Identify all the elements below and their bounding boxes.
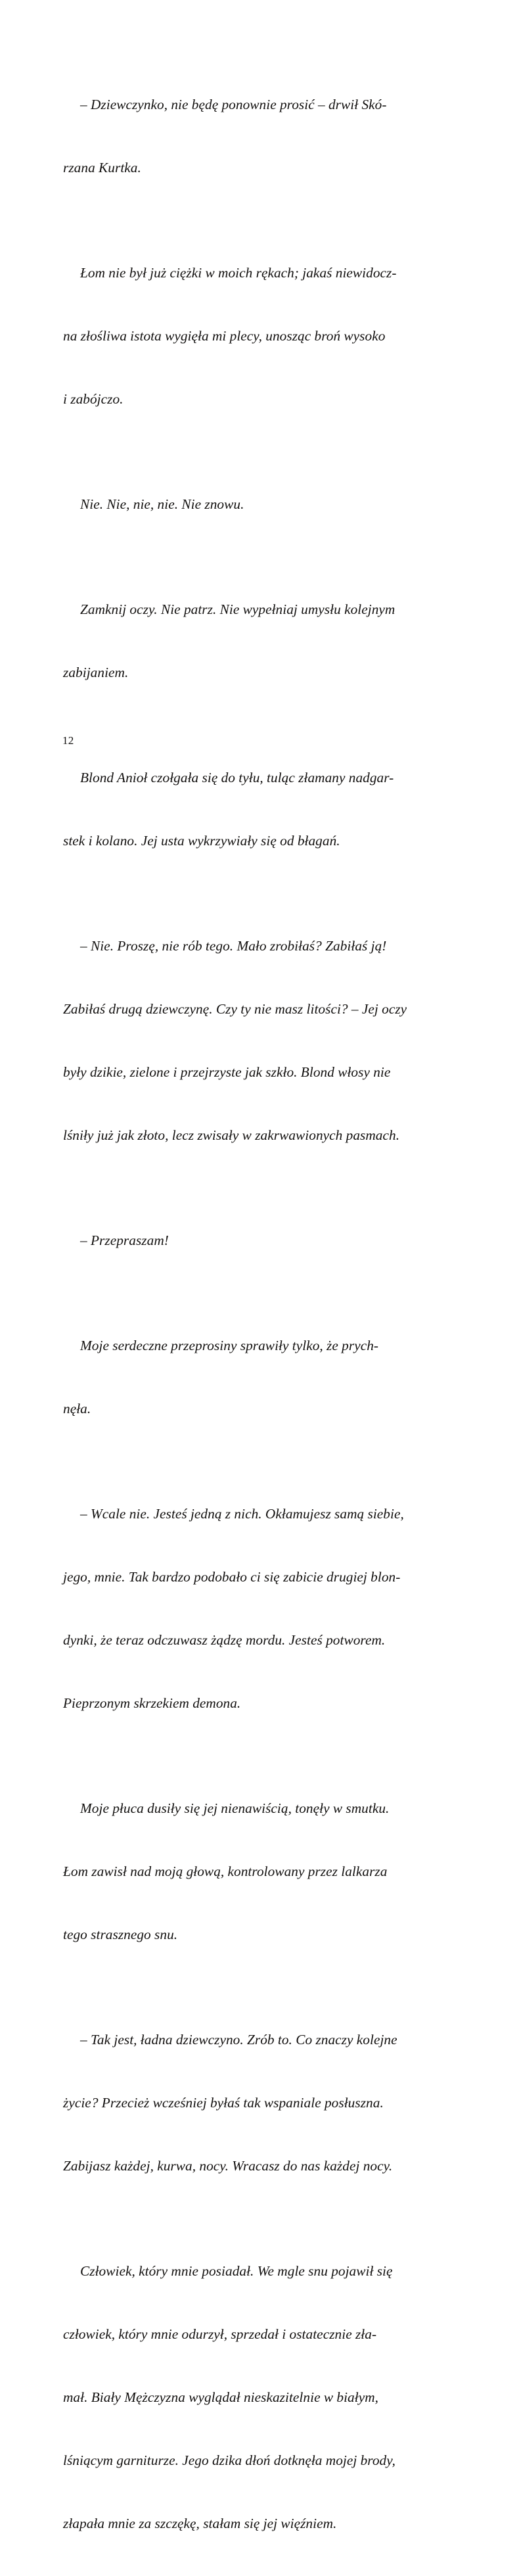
- text-line: były dzikie, zielone i przejrzyste jak szkło. Blond włosy nie: [63, 1064, 391, 1080]
- paragraph: [63, 1188, 455, 1293]
- text-line: stek i kolano. Jej usta wykrzywiały się od błagań.: [63, 833, 340, 849]
- text-line: Zabiłaś drugą dziewczynę. Czy ty nie masz litości? – Jej oczy: [63, 1001, 407, 1017]
- text-line: – Wcale nie. Jesteś jedną z nich. Okłamujesz samą siebie,: [80, 1506, 404, 1522]
- text-line: Moje płuca dusiły się jej nienawiścią, tonęły w smutku.: [80, 1800, 390, 1816]
- text-line: Zabijasz każdej, kurwa, nocy. Wracasz do nas każdej nocy.: [63, 2158, 393, 2174]
- paragraph: [63, 452, 455, 557]
- text-line: Zamknij oczy. Nie patrz. Nie wypełniaj umysłu kolejnym: [80, 601, 395, 617]
- text-line: Łom zawisł nad moją głową, kontrolowany przez lalkarza: [63, 1863, 388, 1879]
- text-line: na złośliwa istota wygięła mi plecy, unosząc broń wysoko: [63, 328, 386, 344]
- text-line: nęła.: [63, 1401, 91, 1417]
- paragraph: [63, 1293, 455, 1461]
- paragraph: [63, 893, 455, 1188]
- text-line: tego strasznego snu.: [63, 1927, 178, 1942]
- text-line: – Tak jest, ładna dziewczyno. Zrób to. Co znaczy kolejne: [80, 2032, 397, 2048]
- paragraph: [63, 1756, 455, 1987]
- text-line: Blond Anioł czołgała się do tyłu, tuląc złamany nadgar-: [80, 770, 394, 785]
- text-line: Człowiek, który mnie posiadał. We mgle snu pojawił się: [80, 2263, 393, 2279]
- text-line: dynki, że teraz odczuwasz żądzę mordu. Jesteś potworem.: [63, 1632, 386, 1648]
- paragraph: [63, 2218, 455, 2576]
- text-line: lśniły już jak złoto, lecz zwisały w zakrwawionych pasmach.: [63, 1127, 400, 1143]
- page-number: 12: [62, 734, 74, 747]
- paragraph: [63, 725, 455, 893]
- text-line: – Nie. Proszę, nie rób tego. Mało zrobiłaś? Zabiłaś ją!: [80, 938, 387, 954]
- text-line: – Przepraszam!: [80, 1232, 169, 1248]
- paragraph: [63, 1461, 455, 1756]
- text-line: mał. Biały Mężczyzna wyglądał nieskazitelnie w białym,: [63, 2389, 379, 2405]
- text-line: Nie. Nie, nie, nie. Nie znowu.: [80, 496, 244, 512]
- text-line: człowiek, który mnie odurzył, sprzedał i ostatecznie zła-: [63, 2326, 377, 2342]
- text-line: rzana Kurtka.: [63, 160, 141, 176]
- paragraph: [63, 52, 455, 220]
- text-line: Łom nie był już ciężki w moich rękach; jakaś niewidocz-: [80, 265, 397, 281]
- text-line: Pieprzonym skrzekiem demona.: [63, 1695, 241, 1711]
- text-line: Moje serdeczne przeprosiny sprawiły tylko, że prych-: [80, 1338, 379, 1353]
- text-line: – Dziewczynko, nie będę ponownie prosić – drwił Skó-: [80, 97, 387, 112]
- paragraph: [63, 220, 455, 452]
- text-line: zabijaniem.: [63, 665, 129, 680]
- text-line: życie? Przecież wcześniej byłaś tak wspaniale posłuszna.: [63, 2095, 384, 2111]
- text-line: jego, mnie. Tak bardzo podobało ci się zabicie drugiej blon-: [63, 1569, 401, 1585]
- body-text-column: [63, 52, 455, 2576]
- text-line: i zabójczo.: [63, 391, 124, 407]
- paragraph: [63, 1987, 455, 2218]
- paragraph: [63, 557, 455, 725]
- text-line: złapała mnie za szczękę, stałam się jej więźniem.: [63, 2516, 337, 2531]
- text-line: lśniącym garniturze. Jego dzika dłoń dotknęła mojej brody,: [63, 2452, 395, 2468]
